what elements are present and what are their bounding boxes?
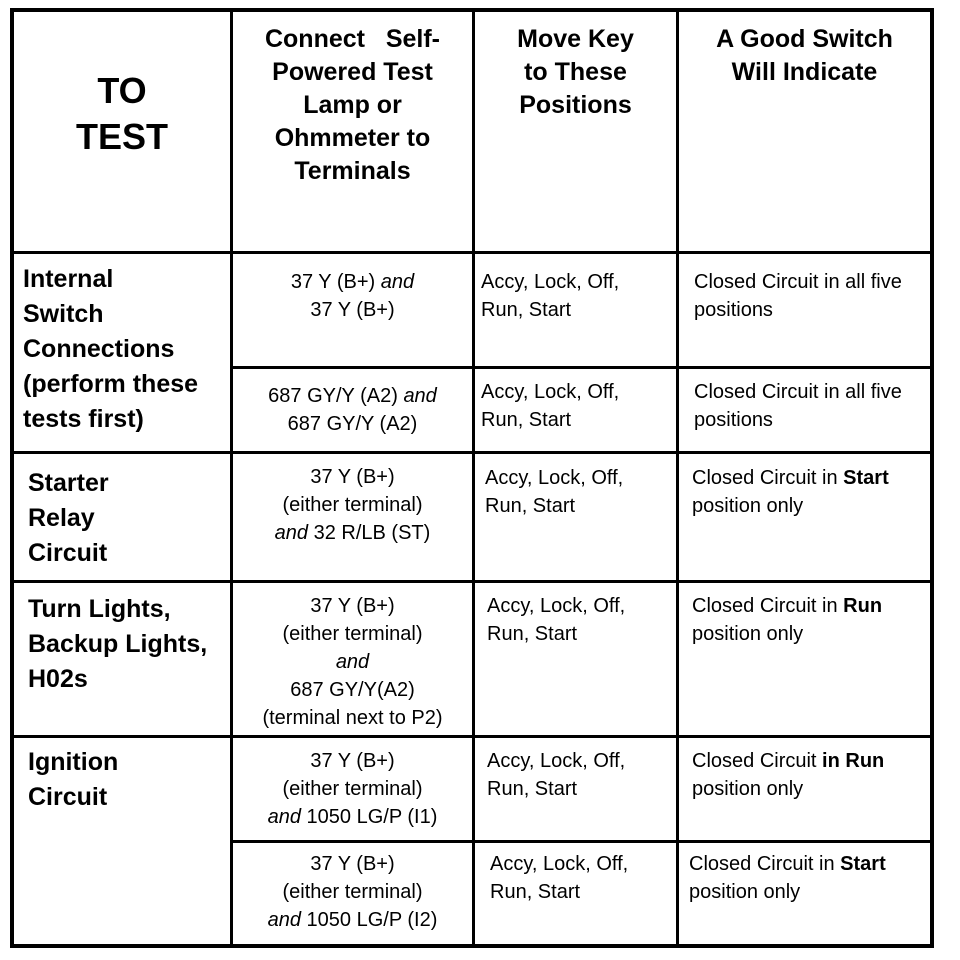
row-2-result	[694, 378, 930, 434]
terminal-line	[233, 803, 472, 831]
result-line	[692, 747, 930, 775]
terminal-line: 37 Y (B+)	[310, 466, 395, 488]
position-line: Run, Start	[485, 495, 576, 517]
group-line: (perform these	[23, 370, 199, 398]
position-line: Accy, Lock, Off,	[487, 750, 626, 772]
result-key-position: Start	[840, 853, 886, 875]
terminal-line: 37 Y (B+)	[310, 853, 395, 875]
row-4-positions	[487, 592, 676, 648]
terminal-line: 37 Y (B+)	[310, 750, 395, 772]
row-6-terminals	[233, 850, 472, 934]
result-text: Closed Circuit in	[692, 595, 838, 617]
header-to-test	[14, 68, 230, 160]
group-ignition-circuit	[28, 745, 228, 815]
row-divider	[230, 840, 930, 843]
result-line	[692, 592, 930, 620]
terminal-text: 32 R/LB (ST)	[313, 522, 431, 544]
header-move-key	[475, 23, 676, 122]
header-line: Powered Test	[272, 58, 433, 86]
position-line: Accy, Lock, Off,	[490, 853, 629, 875]
header-to-test-line: TEST	[75, 116, 168, 157]
result-line: Closed Circuit in all five	[694, 381, 902, 403]
terminal-join: and	[267, 806, 301, 828]
row-2-positions	[481, 378, 676, 434]
header-line: Will Indicate	[731, 58, 878, 86]
position-line: Run, Start	[481, 299, 572, 321]
group-line: Internal	[23, 265, 114, 293]
column-divider	[472, 12, 475, 944]
position-line: Accy, Lock, Off,	[485, 467, 624, 489]
row-3-terminals	[233, 463, 472, 547]
row-3-positions	[485, 464, 676, 520]
group-starter-relay	[28, 466, 228, 571]
terminal-line: 687 GY/Y(A2)	[290, 679, 415, 701]
terminal-line	[233, 906, 472, 934]
group-line: Connections	[23, 335, 175, 363]
group-internal-switch	[23, 262, 228, 437]
terminal-line: (terminal next to P2)	[262, 707, 443, 729]
result-key-position: Run	[843, 595, 883, 617]
terminal-line	[233, 268, 472, 296]
row-1-terminals	[233, 268, 472, 324]
position-line: Run, Start	[481, 409, 572, 431]
terminal-join: and	[403, 385, 437, 407]
row-divider	[14, 451, 930, 454]
terminal-line	[233, 382, 472, 410]
terminal-line: 37 Y (B+)	[310, 595, 395, 617]
switch-test-table	[10, 8, 934, 948]
row-2-terminals	[233, 382, 472, 438]
row-5-positions	[487, 747, 676, 803]
terminal-text: 1050 LG/P (I2)	[306, 909, 438, 931]
header-good-switch	[679, 23, 930, 89]
result-text: Closed Circuit in	[692, 467, 838, 489]
terminal-text: 1050 LG/P (I1)	[306, 806, 438, 828]
row-divider	[230, 366, 930, 369]
row-3-result	[692, 464, 930, 520]
group-line: H02s	[28, 665, 88, 693]
group-line: Starter	[28, 469, 109, 497]
row-6-positions	[490, 850, 676, 906]
group-line: Turn Lights,	[28, 595, 171, 623]
group-line: Circuit	[28, 783, 108, 811]
row-1-result	[694, 268, 930, 324]
terminal-line: (either terminal)	[282, 778, 423, 800]
terminal-line: (either terminal)	[282, 494, 423, 516]
header-line: Connect Self-	[264, 25, 440, 53]
group-turn-lights	[28, 592, 228, 697]
header-connect	[233, 23, 472, 188]
group-line: Circuit	[28, 539, 108, 567]
result-key-position: in Run	[822, 750, 885, 772]
group-line: tests first)	[23, 405, 144, 433]
header-line: to These	[524, 58, 627, 86]
position-line: Accy, Lock, Off,	[481, 271, 620, 293]
row-6-result	[689, 850, 930, 906]
result-line: positions	[694, 299, 773, 321]
result-line	[689, 850, 930, 878]
result-text: Closed Circuit in	[689, 853, 835, 875]
row-divider	[14, 580, 930, 583]
result-line: position only	[692, 623, 804, 645]
terminal-join: and	[267, 909, 301, 931]
header-line: Ohmmeter to	[274, 124, 431, 152]
result-key-position: Start	[843, 467, 889, 489]
row-1-positions	[481, 268, 676, 324]
position-line: Accy, Lock, Off,	[487, 595, 626, 617]
terminal-join: and	[380, 271, 415, 293]
result-line: positions	[694, 409, 773, 431]
result-text: Closed Circuit	[692, 750, 817, 772]
terminal-text: 687 GY/Y (A2)	[268, 385, 398, 407]
terminal-text: 37 Y (B+)	[290, 271, 376, 293]
column-divider	[676, 12, 679, 944]
terminal-line: (either terminal)	[282, 881, 423, 903]
group-line: Backup Lights,	[28, 630, 208, 658]
row-5-terminals	[233, 747, 472, 831]
result-line: position only	[692, 778, 804, 800]
result-line: position only	[689, 881, 801, 903]
result-line	[692, 464, 930, 492]
position-line: Run, Start	[487, 623, 578, 645]
position-line: Accy, Lock, Off,	[481, 381, 620, 403]
header-line: Terminals	[294, 157, 411, 185]
group-line: Relay	[28, 504, 95, 532]
row-5-result	[692, 747, 930, 803]
header-to-test-line: TO	[97, 70, 147, 111]
result-line: Closed Circuit in all five	[694, 271, 902, 293]
terminal-join: and	[335, 651, 370, 673]
group-line: Switch	[23, 300, 104, 328]
terminal-join: and	[274, 522, 309, 544]
position-line: Run, Start	[490, 881, 581, 903]
result-line: position only	[692, 495, 804, 517]
terminal-line: 37 Y (B+)	[310, 299, 395, 321]
terminal-line	[233, 519, 472, 547]
header-line: A Good Switch	[716, 25, 893, 53]
header-line: Lamp or	[303, 91, 402, 119]
position-line: Run, Start	[487, 778, 578, 800]
header-line: Positions	[519, 91, 632, 119]
terminal-line: 687 GY/Y (A2)	[287, 413, 418, 435]
row-divider	[14, 251, 930, 254]
row-divider	[14, 735, 930, 738]
header-line: Move Key	[517, 25, 634, 53]
terminal-line: (either terminal)	[282, 623, 423, 645]
group-line: Ignition	[28, 748, 119, 776]
row-4-result	[692, 592, 930, 648]
row-4-terminals	[233, 592, 472, 732]
